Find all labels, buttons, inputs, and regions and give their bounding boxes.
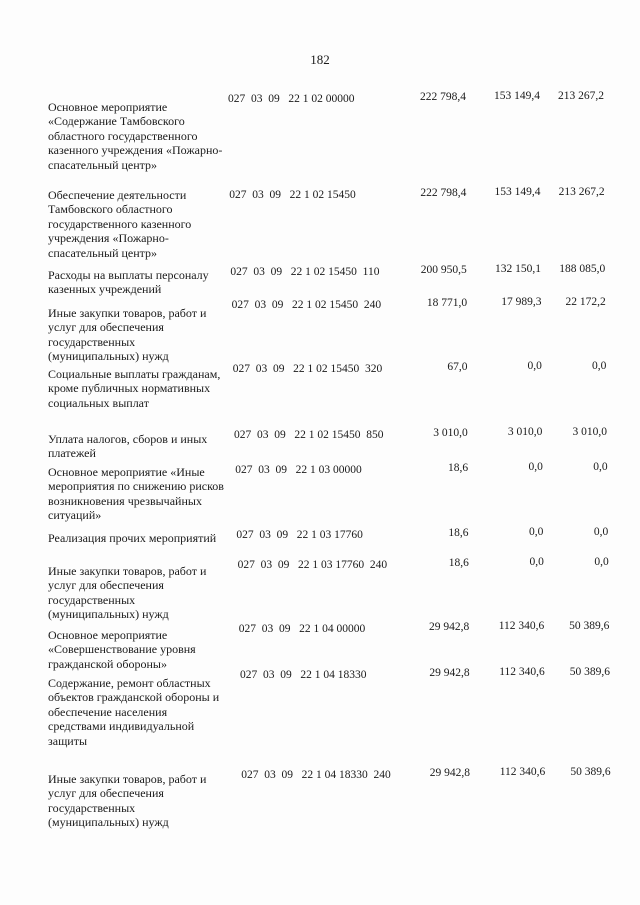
row-value-v3: 50 389,6 <box>570 766 611 778</box>
row-name: Уплата налогов, сборов и иных платежей <box>48 432 208 461</box>
page-number: 182 <box>310 52 330 67</box>
row-value-v3: 0,0 <box>593 526 609 538</box>
row-value-v3: 22 172,2 <box>565 296 606 308</box>
row-value-v1: 3 010,0 <box>433 427 468 439</box>
row-name: Содержание, ремонт областных объектов гражданской обороны и обеспечение населения средствами индивидуальной защиты <box>48 676 220 748</box>
row-name: Основное мероприятие «Содержание Тамбовского областного государственного казенного учреждения «Пожарно-спасательный центр» <box>48 100 223 172</box>
row-name: Основное мероприятие «Совершенствование уровня гражданской обороны» <box>48 628 196 671</box>
row-value-v3: 213 267,2 <box>558 186 605 198</box>
row-name: Иные закупки товаров, работ и услуг для обеспечения государственных (муниципальных) нужд <box>48 564 207 622</box>
row-code: 027 03 09 22 1 02 15450 850 <box>234 429 384 441</box>
row-value-v3: 0,0 <box>592 360 607 372</box>
row-value-v3: 50 389,6 <box>569 620 610 632</box>
row-code: 027 03 09 22 1 03 00000 <box>235 464 362 476</box>
row-value-v1: 222 798,4 <box>420 91 466 103</box>
row-name: Расходы на выплаты персоналу казенных учреждений <box>48 268 209 297</box>
row-value-v1: 29 942,8 <box>429 667 470 679</box>
row-code: 027 03 09 22 1 03 17760 <box>236 529 363 541</box>
row-value-v1: 222 798,4 <box>420 187 467 199</box>
row-value-v3: 188 085,0 <box>559 263 606 275</box>
row-code: 027 03 09 22 1 04 18330 <box>240 669 367 681</box>
row-code: 027 03 09 22 1 04 18330 240 <box>241 769 391 781</box>
row-code: 027 03 09 22 1 02 00000 <box>228 93 355 105</box>
row-code: 027 03 09 22 1 02 15450 240 <box>231 299 382 311</box>
row-value-v2: 112 340,6 <box>499 766 546 778</box>
row-name: Иные закупки товаров, работ и услуг для обеспечения государственных (муниципальных) нужд <box>48 306 207 364</box>
row-value-v1: 18 771,0 <box>426 297 468 309</box>
row-value-v3: 213 267,2 <box>558 90 604 102</box>
row-value-v2: 0,0 <box>527 360 542 372</box>
row-name: Основное мероприятие «Иные мероприятия по снижению рисков возникновения чрезвычайных ситуаций» <box>48 465 224 523</box>
row-name: Иные закупки товаров, работ и услуг для обеспечения государственных (муниципальных) нужд <box>48 772 207 830</box>
row-value-v2: 153 149,4 <box>494 186 541 198</box>
row-code: 027 03 09 22 1 04 00000 <box>238 623 366 635</box>
row-value-v3: 50 389,6 <box>569 666 610 678</box>
row-name: Обеспечение деятельности Тамбовского областного государственного казенного учреждения «Пожарно-спасательный центр» <box>48 188 192 260</box>
row-value-v2: 17 989,3 <box>501 296 542 308</box>
row-value-v2: 0,0 <box>529 556 544 568</box>
row-value-v3: 0,0 <box>593 461 608 473</box>
row-value-v2: 153 149,4 <box>494 90 540 102</box>
row-value-v2: 0,0 <box>528 461 543 473</box>
row-value-v2: 0,0 <box>528 526 544 538</box>
row-value-v1: 200 950,5 <box>420 264 467 276</box>
row-code: 027 03 09 22 1 02 15450 110 <box>230 266 380 278</box>
row-value-v1: 18,6 <box>448 527 469 539</box>
row-value-v1: 29 942,8 <box>429 767 470 779</box>
row-code: 027 03 09 22 1 02 15450 <box>229 189 356 201</box>
row-code: 027 03 09 22 1 03 17760 240 <box>237 559 388 571</box>
row-value-v1: 18,6 <box>448 462 469 474</box>
row-value-v2: 112 340,6 <box>499 666 545 678</box>
row-name: Реализация прочих мероприятий <box>48 531 217 545</box>
row-value-v2: 112 340,6 <box>498 620 545 632</box>
row-name: Социальные выплаты гражданам, кроме публичных нормативных социальных выплат <box>48 367 221 410</box>
row-code: 027 03 09 22 1 02 15450 320 <box>232 363 383 375</box>
row-value-v1: 29 942,8 <box>428 621 470 633</box>
row-value-v2: 3 010,0 <box>507 426 543 438</box>
row-value-v2: 132 150,1 <box>494 263 541 275</box>
row-value-v1: 18,6 <box>448 557 469 569</box>
row-value-v3: 0,0 <box>594 556 609 568</box>
row-value-v1: 67,0 <box>447 361 468 373</box>
row-value-v3: 3 010,0 <box>572 426 607 438</box>
